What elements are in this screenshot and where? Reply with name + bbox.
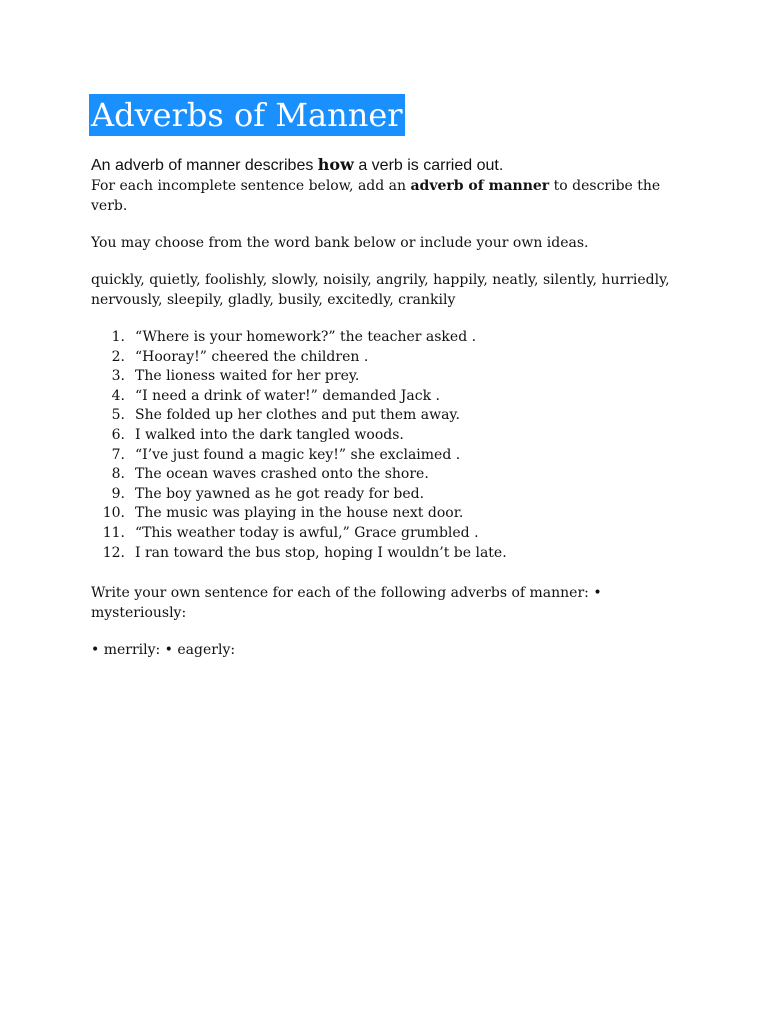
list-number: 9. — [111, 485, 125, 502]
list-item — [91, 426, 691, 446]
list-number: 2. — [111, 348, 125, 365]
list-item-text: She folded up her clothes and put them away. — [135, 407, 460, 424]
list-item-text: “I’ve just found a magic key!” she exclaimed . — [135, 446, 461, 463]
list-number: 10. — [102, 505, 125, 522]
list-number: 1. — [111, 329, 125, 345]
list-item — [91, 485, 691, 505]
list-item-text: I ran toward the bus stop, hoping I wouldn’t be late. — [135, 544, 507, 561]
list-item-text: I walked into the dark tangled woods. — [135, 426, 404, 443]
instructions-bold-term: adverb of manner — [410, 178, 550, 194]
word-bank-note: You may choose from the word bank below or include your own ideas. — [91, 235, 589, 251]
intro-text-end: a verb is carried out. — [353, 157, 504, 174]
list-item-text: “I need a drink of water!” demanded Jack . — [135, 387, 440, 404]
instructions-text-start: For each incomplete sentence below, add an — [91, 178, 411, 194]
list-item — [91, 446, 691, 466]
instructions-paragraph — [91, 177, 691, 216]
intro-bold-word: how — [317, 155, 354, 174]
list-item-text: “Hooray!” cheered the children . — [135, 348, 369, 365]
list-number: 7. — [111, 446, 125, 463]
more-adverbs: • merrily: • eagerly: — [91, 642, 236, 658]
list-number: 12. — [102, 544, 125, 561]
list-item-text: The ocean waves crashed onto the shore. — [135, 466, 429, 483]
list-item — [91, 504, 691, 524]
list-item — [91, 328, 691, 348]
list-item — [91, 367, 691, 387]
own-sentence-prompt: Write your own sentence for each of the following adverbs of manner: • mysteriously: — [91, 585, 602, 621]
word-bank: quickly, quietly, foolishly, slowly, noisily, angrily, happily, neatly, silently, hurriedly, nervously, sleepily, gladly, busily, excitedly, crankily — [91, 272, 670, 308]
list-number: 6. — [111, 426, 125, 443]
page-title: Adverbs of Manner — [91, 96, 403, 134]
list-item — [91, 465, 691, 485]
list-item — [91, 348, 691, 368]
list-item — [91, 387, 691, 407]
list-item-text: “This weather today is awful,” Grace grumbled . — [135, 524, 479, 541]
list-item — [91, 524, 691, 544]
intro-text-start: An adverb of manner describes — [91, 157, 318, 174]
list-item-text: The music was playing in the house next door. — [135, 505, 464, 522]
list-number: 11. — [102, 524, 125, 541]
list-number: 3. — [111, 368, 125, 385]
list-number: 4. — [111, 387, 125, 404]
list-item — [91, 406, 691, 426]
list-item-text: The lioness waited for her prey. — [135, 368, 360, 385]
list-item — [91, 544, 691, 564]
sentence-list — [91, 328, 691, 563]
list-number: 8. — [111, 466, 125, 483]
intro-line — [91, 155, 503, 176]
instructions-text-end: to describe the verb. — [91, 178, 661, 214]
list-number: 5. — [111, 407, 125, 424]
list-item-text: The boy yawned as he got ready for bed. — [135, 485, 425, 502]
list-item-text: “Where is your homework?” the teacher asked . — [135, 329, 477, 345]
